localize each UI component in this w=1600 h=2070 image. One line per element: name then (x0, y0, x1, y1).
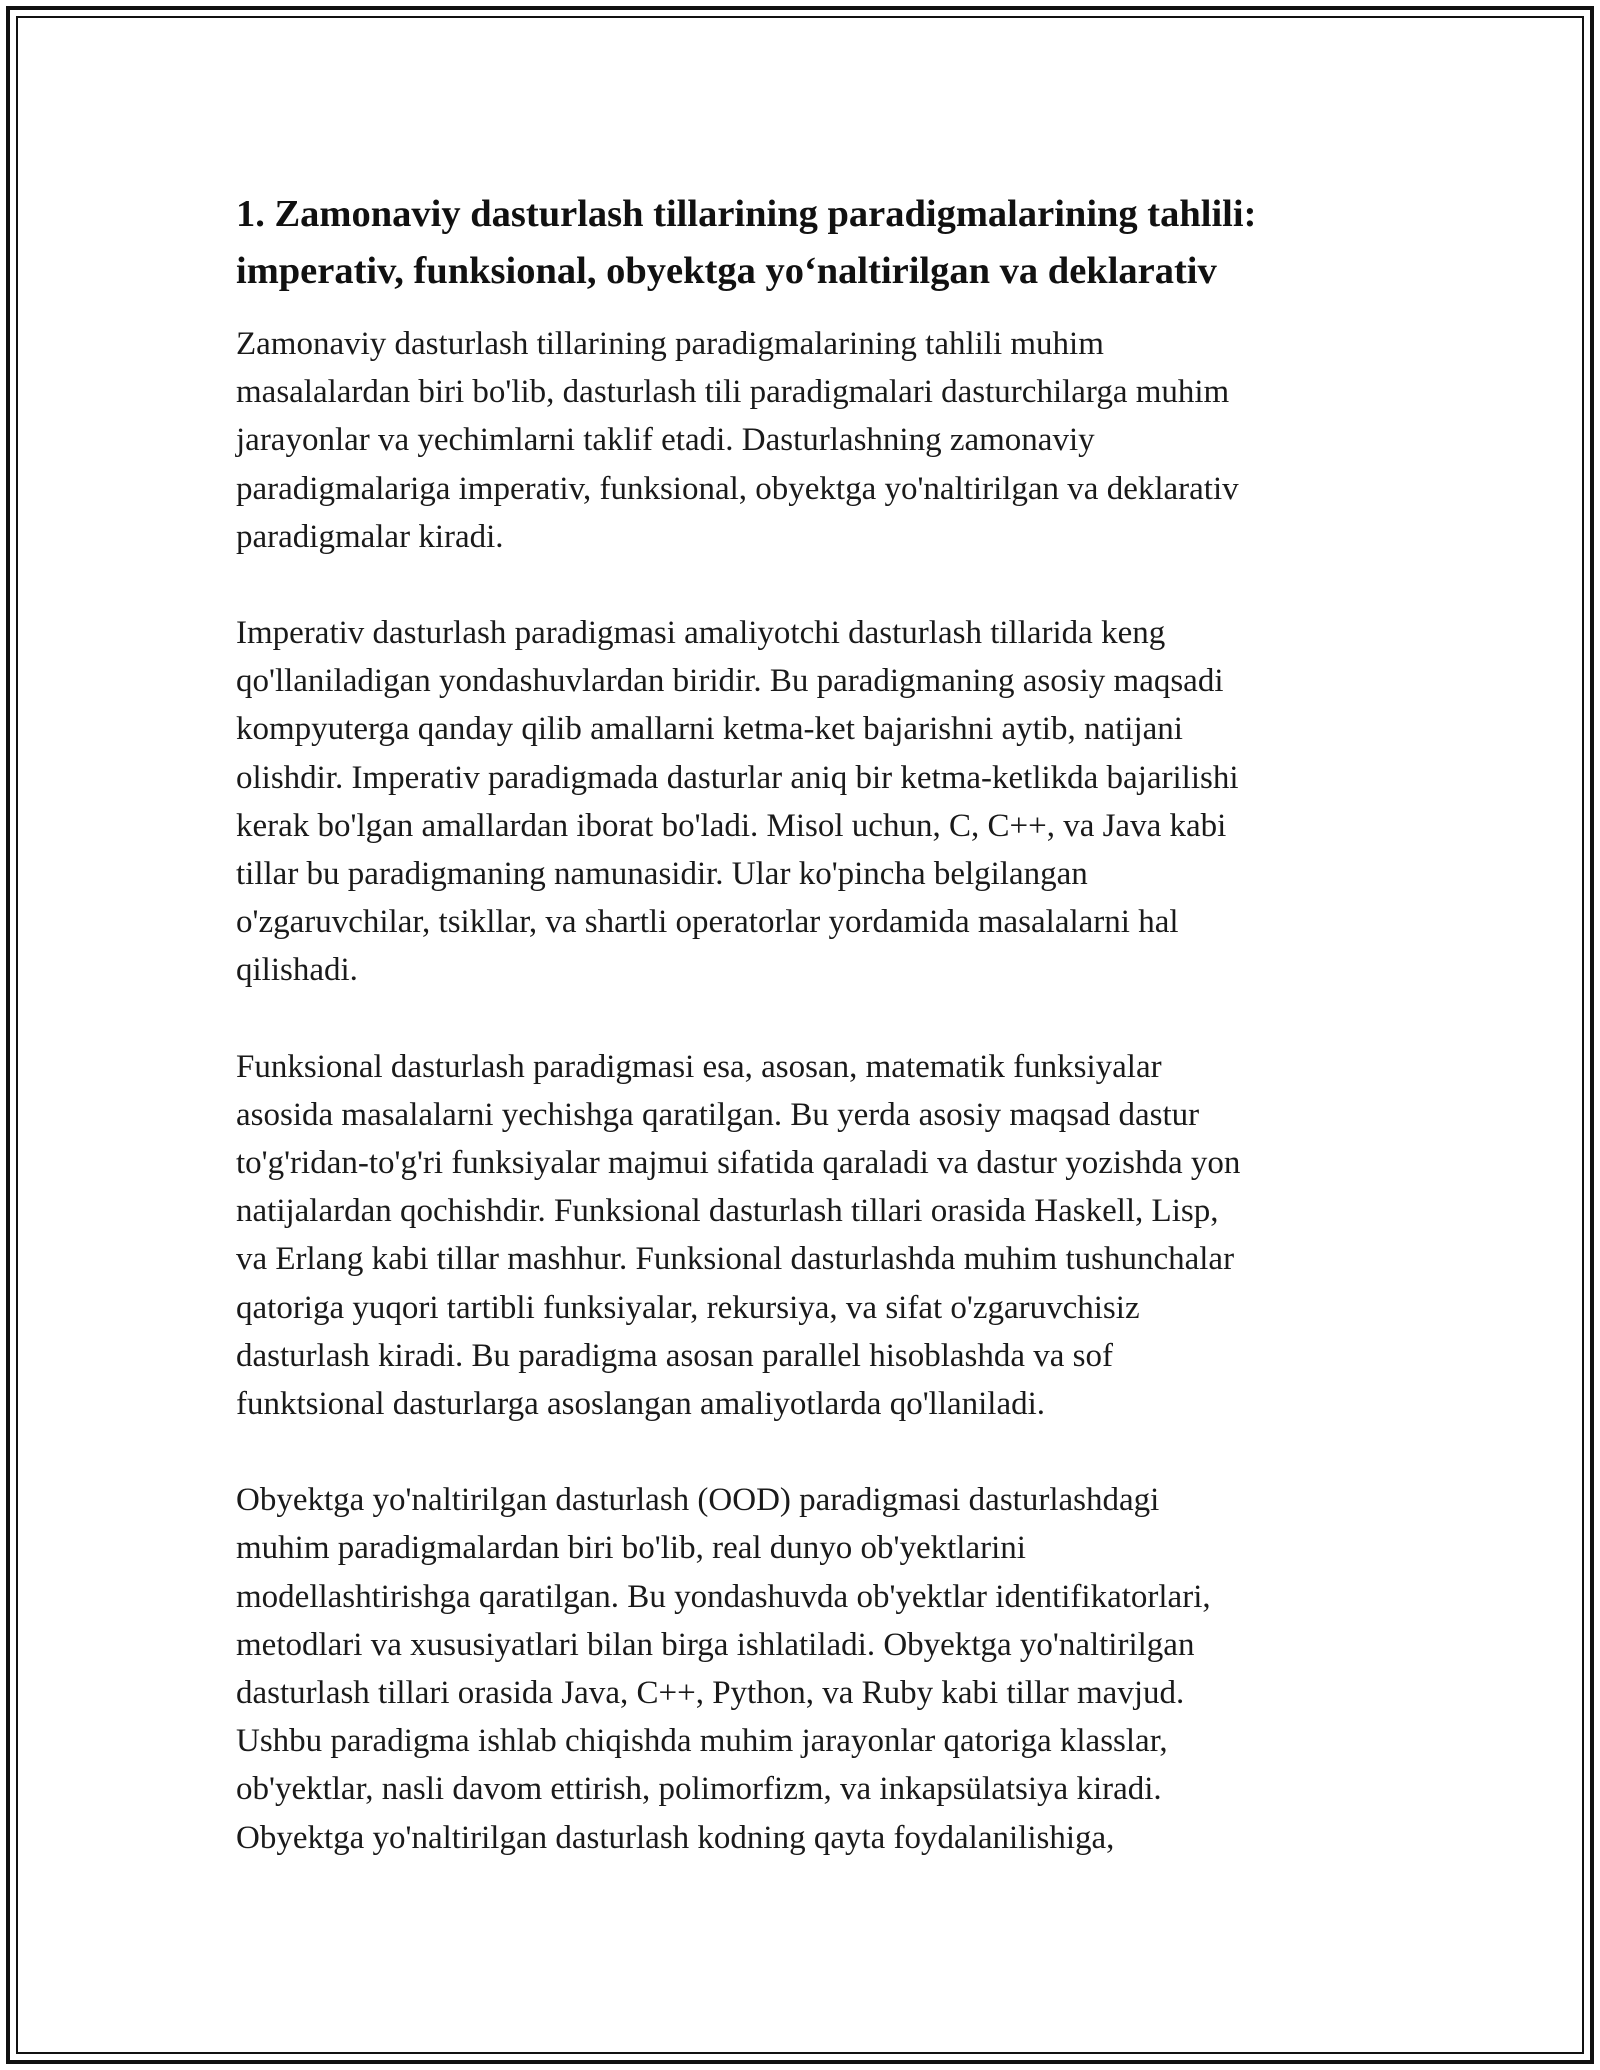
title-line: 1. Zamonaviy dasturlash tillarining paradigmalarining tahlili: (236, 193, 1257, 235)
text-line: qo'llaniladigan yondashuvlardan biridir. Bu paradigmaning asosiy maqsadi (236, 663, 1224, 700)
text-line: dasturlash tillari orasida Java, C++, Python, va Ruby kabi tillar mavjud. (236, 1675, 1185, 1712)
title-line: imperativ, funksional, obyektga yo‘naltirilgan va deklarativ (236, 250, 1217, 292)
text-line: Ushbu paradigma ishlab chiqishda muhim jarayonlar qatoriga klasslar, (236, 1723, 1168, 1760)
text-line: qatoriga yuqori tartibli funksiyalar, rekursiya, va sifat o'zgaruvchisiz (236, 1289, 1140, 1326)
text-line: to'g'ridan-to'g'ri funksiyalar majmui sifatida qaraladi va dastur yozishda yon (236, 1145, 1241, 1182)
text-line: modellashtirishga qaratilgan. Bu yondashuvda ob'yektlar identifikatorlari, (236, 1578, 1211, 1615)
text-line: ob'yektlar, nasli davom ettirish, polimorfizm, va inkapsülatsiya kiradi. (236, 1771, 1162, 1808)
text-line: funktsional dasturlarga asoslangan amaliyotlarda qo'llaniladi. (236, 1386, 1046, 1423)
page-title (236, 186, 1366, 300)
text-line: jarayonlar va yechimlarni taklif etadi. Dasturlashning zamonaviy (236, 422, 1095, 459)
paragraph-imperative (236, 609, 1366, 995)
text-line: paradigmalar kiradi. (236, 518, 504, 555)
paragraph-intro (236, 320, 1366, 561)
text-line: o'zgaruvchilar, tsikllar, va shartli operatorlar yordamida masalalarni hal (236, 904, 1179, 941)
document-body (236, 186, 1366, 1910)
text-line: metodlari va xususiyatlari bilan birga ishlatiladi. Obyektga yo'naltirilgan (236, 1626, 1195, 1663)
text-line: Funksional dasturlash paradigmasi esa, asosan, matematik funksiyalar (236, 1048, 1162, 1085)
text-line: paradigmalariga imperativ, funksional, obyektga yo'naltirilgan va deklarativ (236, 470, 1239, 507)
paragraph-object-oriented (236, 1476, 1366, 1862)
text-line: qilishadi. (236, 952, 358, 989)
text-line: Obyektga yo'naltirilgan dasturlash (OOD) paradigmasi dasturlashdagi (236, 1482, 1160, 1519)
text-line: kerak bo'lgan amallardan iborat bo'ladi. Misol uchun, C, C++, va Java kabi (236, 807, 1227, 844)
text-line: muhim paradigmalardan biri bo'lib, real dunyo ob'yektlarini (236, 1530, 1026, 1567)
text-line: va Erlang kabi tillar mashhur. Funksional dasturlashda muhim tushunchalar (236, 1241, 1235, 1278)
text-line: olishdir. Imperativ paradigmada dasturlar aniq bir ketma-ketlikda bajarilishi (236, 759, 1239, 796)
paragraph-functional (236, 1043, 1366, 1429)
text-line: dasturlash kiradi. Bu paradigma asosan parallel hisoblashda va sof (236, 1337, 1114, 1374)
text-line: asosida masalalarni yechishga qaratilgan. Bu yerda asosiy maqsad dastur (236, 1096, 1200, 1133)
text-line: Zamonaviy dasturlash tillarining paradigmalarining tahlili muhim (236, 326, 1104, 362)
text-line: natijalardan qochishdir. Funksional dasturlash tillari orasida Haskell, Lisp, (236, 1193, 1219, 1230)
text-line: masalalardan biri bo'lib, dasturlash tili paradigmalari dasturchilarga muhim (236, 374, 1230, 411)
text-line: kompyuterga qanday qilib amallarni ketma-ket bajarishni aytib, natijani (236, 711, 1183, 748)
text-line: Obyektga yo'naltirilgan dasturlash kodning qayta foydalanilishiga, (236, 1819, 1115, 1856)
text-line: tillar bu paradigmaning namunasidir. Ular ko'pincha belgilangan (236, 856, 1088, 893)
text-line: Imperativ dasturlash paradigmasi amaliyotchi dasturlash tillarida keng (236, 615, 1166, 652)
